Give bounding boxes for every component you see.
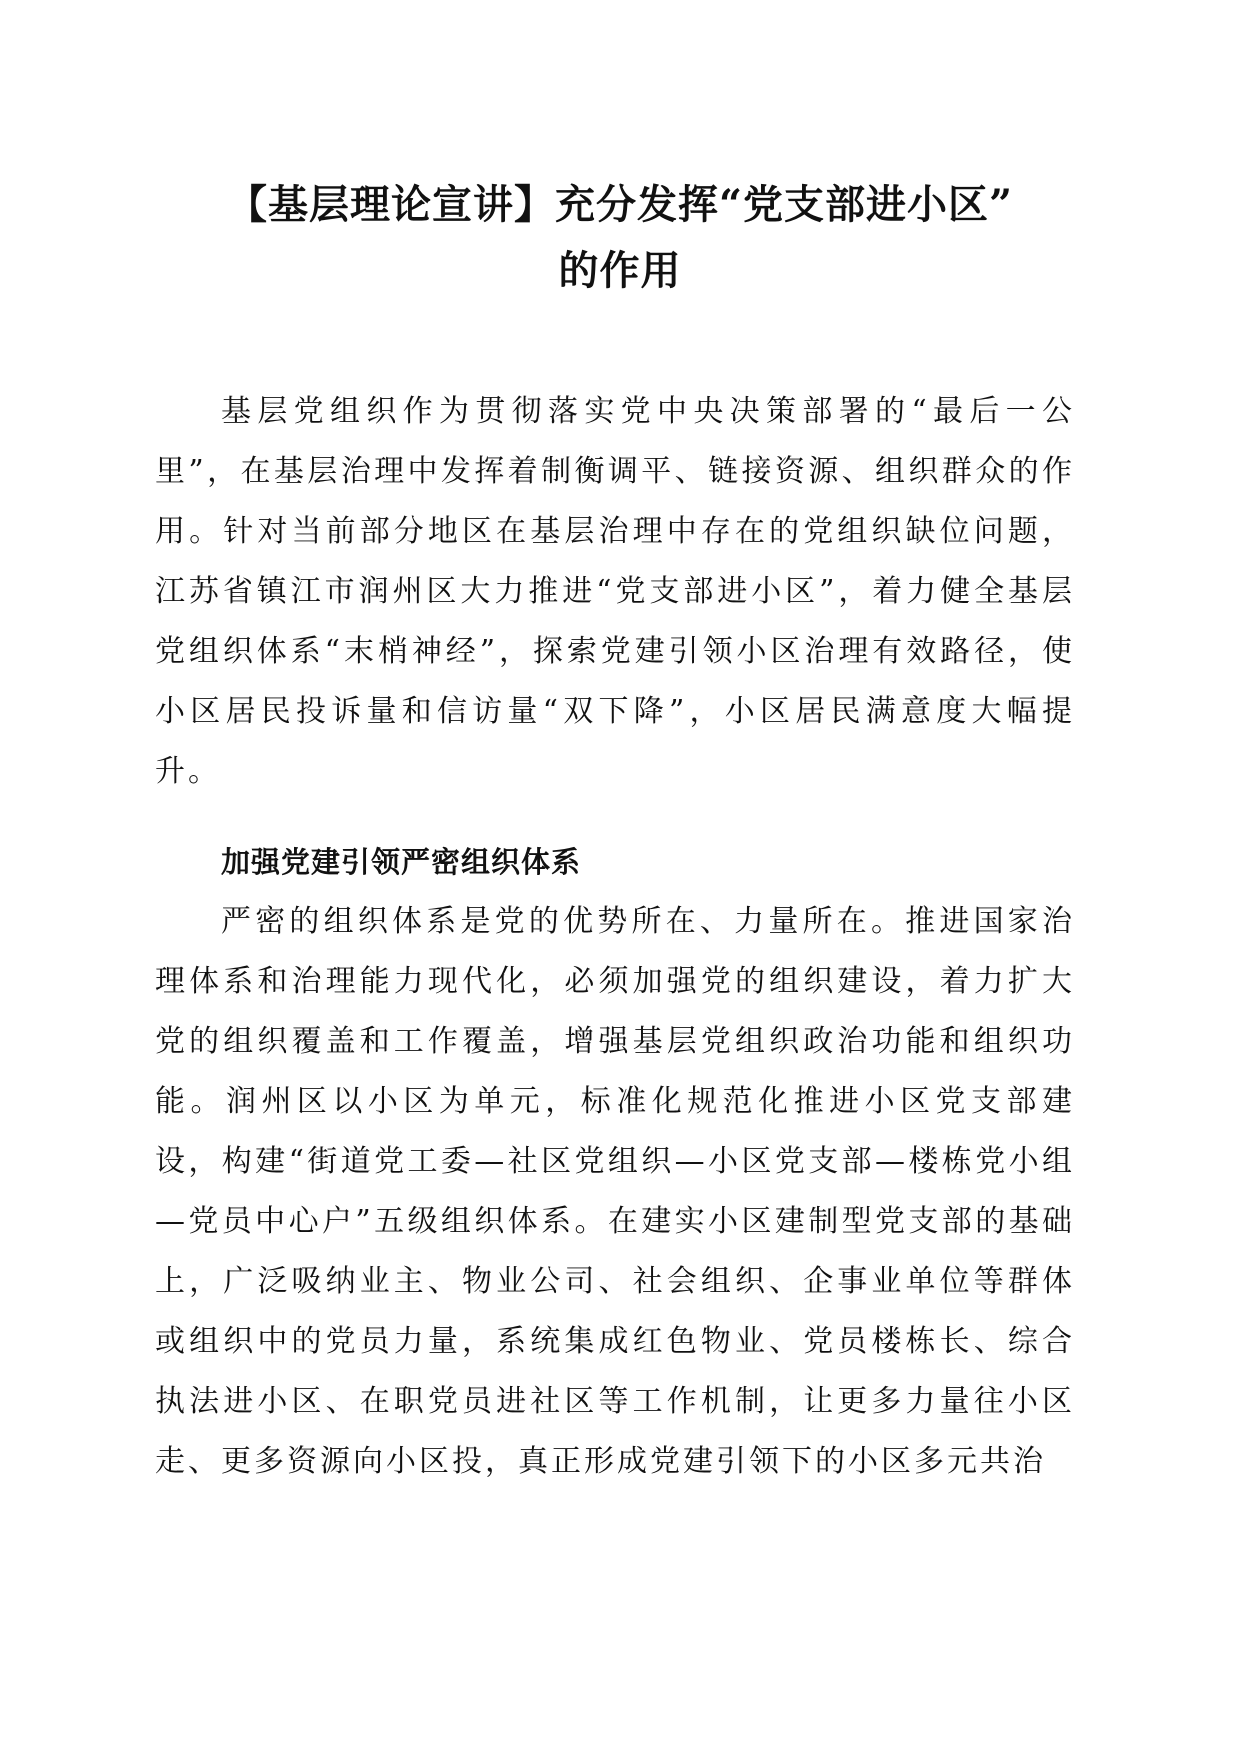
title-line-1: 【基层理论宣讲】充分发挥“党支部进小区” [226, 181, 1013, 228]
title-line-2: 的作用 [558, 247, 682, 294]
section-paragraph: 严密的组织体系是党的优势所在、力量所在。推进国家治理体系和治理能力现代化，必须加强党的组织建设，着力扩大党的组织覆盖和工作覆盖，增强基层党组织政治功能和组织功能。润州区以小区为单元，标准化规范化推进小区党支部建设，构建“街道党工委—社区党组织—小区党支部—楼栋党小组—党员中心户”五级组织体系。在建实小区建制型党支部的基础上，广泛吸纳业主、物业公司、社会组织、企事业单位等群体或组织中的党员力量，系统集成红色物业、党员楼栋长、综合执法进小区、在职党员进社区等工作机制，让更多力量往小区走、更多资源向小区投，真正形成党建引领下的小区多元共治 [155, 904, 1075, 1479]
document-title [150, 172, 1090, 304]
intro-paragraph: 基层党组织作为贯彻落实党中央决策部署的“最后一公里”，在基层治理中发挥着制衡调平、链接资源、组织群众的作用。针对当前部分地区在基层治理中存在的党组织缺位问题，江苏省镇江市润州区大力推进“党支部进小区”，着力健全基层党组织体系“末梢神经”，探索党建引领小区治理有效路径，使小区居民投诉量和信访量“双下降”，小区居民满意度大幅提升。 [155, 394, 1075, 789]
section-heading: 加强党建引领严密组织体系 [221, 845, 582, 879]
